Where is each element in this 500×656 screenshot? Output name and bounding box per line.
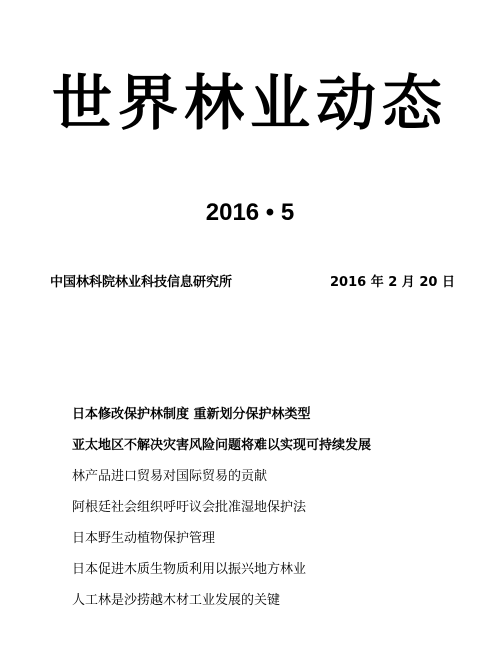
table-of-contents [72,406,371,623]
contents-item: 亚太地区不解决灾害风险问题将难以实现可持续发展 [72,438,372,453]
publication-date: 2016 年 2 月 20 日 [330,275,455,290]
contents-item: 日本野生动植物保护管理 [72,531,216,546]
publisher-name: 中国林科院林业科技信息研究所 [50,275,233,290]
contents-item: 林产品进口贸易对国际贸易的贡献 [72,469,268,484]
contents-item: 阿根廷社会组织呼吁议会批准湿地保护法 [72,500,307,515]
issue-number: 2016 • 5 [205,199,295,226]
contents-item: 日本修改保护林制度 重新划分保护林类型 [72,407,311,422]
contents-item: 人工林是沙捞越木材工业发展的关键 [72,593,281,608]
publication-title: 世界林业动态 [52,69,448,139]
contents-item: 日本促进木质生物质利用以振兴地方林业 [72,562,307,577]
